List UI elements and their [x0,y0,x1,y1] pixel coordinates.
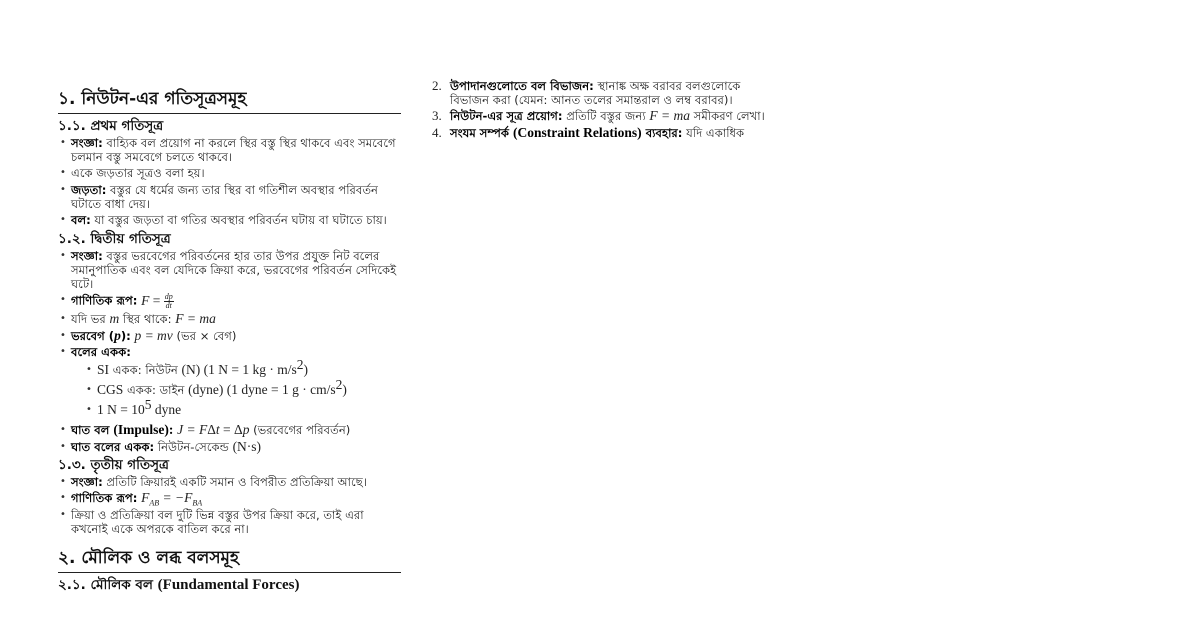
formula: F = ma [175,311,216,327]
list-item: • 1 $N = 10^5$ dyne [97,403,401,417]
list-item: • ঘাত বল (Impulse): J = FΔt = Δp (ভরবেগের পরিবর্তন) [71,423,401,437]
list-item: • বলের একক: • SI একক: নিউটন (N) (1 N = 1 kg · $m/s^2$) • CGS একক: ডাইন (dyne) (1 dyne = 1 $g \cdot cm/s^2$) • 1 $N = 10^5$ dyne [71,345,401,417]
list-item: • ভরবেগ (p): p = mv (ভর × বেগ) [71,329,401,343]
right-column [432,79,767,142]
list-item: • সংজ্ঞা: বাহ্যিক বল প্রয়োগ না করলে স্থির বস্তু স্থির থাকবে এবং সমবেগে চলমান বস্তু সমবেগে চলতে থাকবে। [71,136,401,164]
subsection-2-1-heading: ২.১. মৌলিক বল (Fundamental Forces) [58,577,300,594]
subsection-1-3-heading: ১.৩. তৃতীয় গতিসূত্র [58,456,169,473]
section-2-heading: ২. মৌলিক ও লব্ধ বলসমূহ [58,547,401,573]
first-law-list [58,136,401,227]
formula: F = ma [649,108,690,124]
list-item: 4. সংযম সম্পর্ক (Constraint Relations) ব্যবহার: যদি একাধিক [432,124,745,140]
list-item: • CGS একক: ডাইন (dyne) (1 dyne = 1 $g \cdot cm/s^2$) [97,383,401,397]
left-column [58,88,401,595]
list-item: • গাণিতিক রূপ: F = $\frac{dp}{dt}$ [71,293,401,310]
list-item: • একে জড়তার সূত্রও বলা হয়। [71,166,401,180]
subsection-1-1-heading: ১.১. প্রথম গতিসূত্র [58,118,164,134]
formula: J = FΔt = Δp [177,422,250,438]
fraction-dp-dt: $\frac{dp}{dt}$ [164,291,173,310]
list-item: • ক্রিয়া ও প্রতিক্রিয়া বল দুটি ভিন্ন বস্তুর উপর ক্রিয়া করে, তাই এরা কখনোই একে অপরকে বাতিল করে না। [71,508,401,536]
list-item: 2. উপাদানগুলোতে বল বিভাজন: স্থানাঙ্ক অক্ষ বরাবর বলগুলোকে বিভাজন করা (যেমন: আনত তলের সমান্তরাল ও লম্ব বরাবর)। [432,78,741,107]
list-item: • গাণিতিক রূপ: $F_{AB} = -F_{BA}$ [71,491,401,505]
list-item: • SI একক: নিউটন (N) (1 N = 1 kg · $m/s^2$) [97,363,401,377]
list-item: • যদি ভর m স্থির থাকে: F = ma [71,312,401,326]
list-item: • বল: যা বস্তুর জড়তা বা গতির অবস্থার পরিবর্তন ঘটায় বা ঘটাতে চায়। [71,213,401,227]
formula: F = $\frac{dp}{dt}$ [141,291,173,310]
units-list [71,357,401,418]
subsection-1-2-heading: ১.২. দ্বিতীয় গতিসূত্র [58,230,171,247]
problem-solving-steps [432,79,767,140]
list-item: 3. নিউটন-এর সূত্র প্রয়োগ: প্রতিটি বস্তুর জন্য F = ma সমীকরণ লেখা। [432,108,765,124]
third-law-list [58,475,401,536]
list-item: • ঘাত বলের একক: নিউটন-সেকেন্ড (N·s) [71,440,401,454]
list-item: • জড়তা: বস্তুর যে ধর্মের জন্য তার স্থির বা গতিশীল অবস্থার পরিবর্তন ঘটাতে বাধা দেয়। [71,183,401,211]
second-law-list [58,249,401,454]
section-1-heading: ১. নিউটন-এর গতিসূত্রসমূহ [58,88,401,114]
formula: p = mv [134,327,173,343]
formula: $F_{AB} = -F_{BA}$ [141,490,203,508]
list-item: • সংজ্ঞা: বস্তুর ভরবেগের পরিবর্তনের হার তার উপর প্রযুক্ত নিট বলের সমানুপাতিক এবং বল যেদিকে ক্রিয়া করে, ভরবেগের পরিবর্তন সেদিকেই ঘটে। [71,249,401,291]
list-item: • সংজ্ঞা: প্রতিটি ক্রিয়ারই একটি সমান ও বিপরীত প্রতিক্রিয়া আছে। [71,475,401,489]
